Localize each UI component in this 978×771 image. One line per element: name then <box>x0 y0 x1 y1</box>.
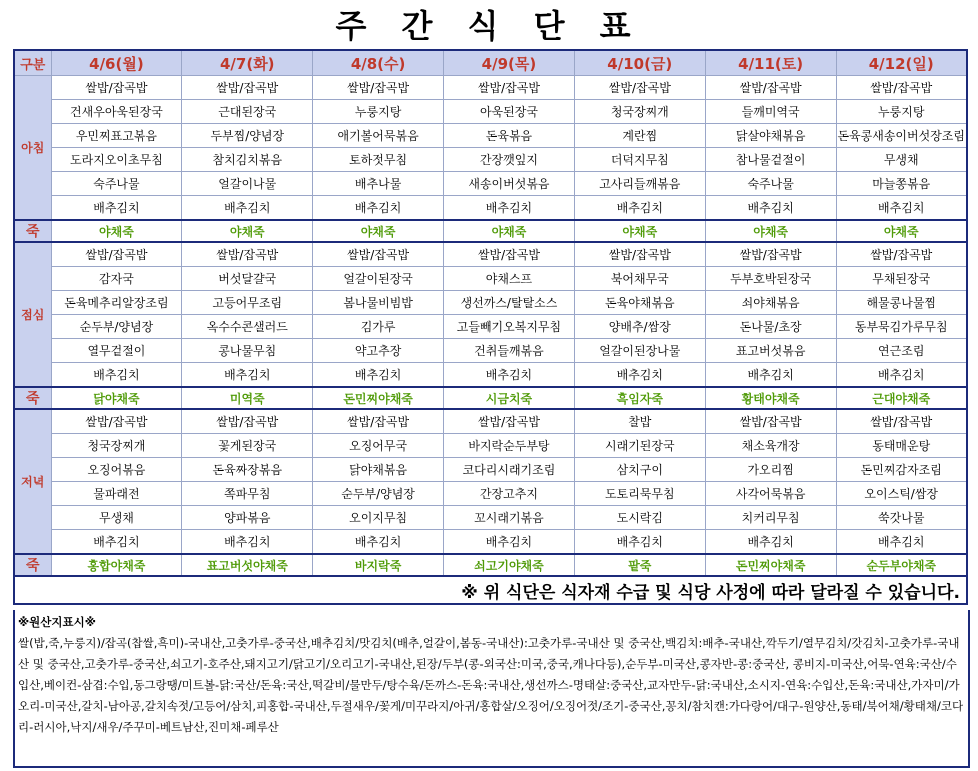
menu-cell: 버섯달걀국 <box>182 267 313 291</box>
origin-text: 쌀(밥,죽,누룽지)/잡곡(찹쌀,흑미)-국내산,고춧가루-중국산,배추김치/맛김치(배추,얼갈이,봄동-국내산):고춧가루-국내산 및 중국산,백김치:배추-국내산,깍두기/열무김치/갓김치-고춧가루-국내산 및 중국산,고춧가루-중국산,쇠고기-호주산,돼지고기/닭고기/오리고기-국내산,된장/두부(콩-외국산:미국,중국,캐나다등),순두부-미국산,콩자반-콩:중국산, 콩비지-미국산,어묵-연육:국산/수입산,베이컨-삼겹:수입,동그랑땡/미트볼-닭:국산/돈육:국산,떡갈비/물만두/탕수육/돈까스-돈육:국내산,생선까스-명태살:중국산,교자만두-닭:국내산,소시지-연육:수입산,돈육:국내산,가자미/가오리-미국산,갈치-남아공,갈치속젓/고등어/삼치,피홍합-국내산,두절새우/꽃게/미꾸라지/아귀/홍합살/오징어/오징어젓/조기-중국산,꽁치/참치캔:가다랑어/대구-원양산,동태/북어채/황태채/코다리-러시아,낙지/새우/주꾸미-베트남산,진미채-페루산 <box>18 636 964 734</box>
menu-cell: 배추김치 <box>574 196 705 221</box>
menu-cell: 감자국 <box>51 267 182 291</box>
menu-cell: 표고버섯볶음 <box>705 339 836 363</box>
menu-cell: 참치김치볶음 <box>182 148 313 172</box>
menu-cell: 바지락순두부탕 <box>444 434 575 458</box>
menu-cell: 배추김치 <box>313 530 444 555</box>
menu-row <box>14 172 967 196</box>
menu-row <box>14 100 967 124</box>
menu-cell: 청국장찌개 <box>574 100 705 124</box>
juk-cell: 미역죽 <box>182 387 313 409</box>
menu-row <box>14 482 967 506</box>
juk-row-lunch <box>14 387 967 409</box>
menu-cell: 근대된장국 <box>182 100 313 124</box>
menu-cell: 도라지오이초무침 <box>51 148 182 172</box>
menu-cell: 누룽지탕 <box>313 100 444 124</box>
juk-cell: 표고버섯야채죽 <box>182 554 313 576</box>
juk-cell: 야채죽 <box>444 220 575 242</box>
juk-label: 죽 <box>14 220 51 242</box>
menu-cell: 쌀밥/잡곡밥 <box>51 242 182 267</box>
menu-cell: 꽃게된장국 <box>182 434 313 458</box>
menu-cell: 쌀밥/잡곡밥 <box>574 76 705 100</box>
juk-cell: 홍합야채죽 <box>51 554 182 576</box>
menu-cell: 배추김치 <box>444 196 575 221</box>
menu-cell: 고들빼기오복지무침 <box>444 315 575 339</box>
menu-cell: 동태매운탕 <box>836 434 967 458</box>
menu-cell: 쪽파무침 <box>182 482 313 506</box>
menu-cell: 오이지무침 <box>313 506 444 530</box>
menu-cell: 쌀밥/잡곡밥 <box>182 409 313 434</box>
juk-cell: 야채죽 <box>574 220 705 242</box>
menu-cell: 배추김치 <box>182 196 313 221</box>
menu-cell: 애기볼어묵볶음 <box>313 124 444 148</box>
menu-cell: 숙주나물 <box>705 172 836 196</box>
menu-cell: 봄나물비빔밥 <box>313 291 444 315</box>
menu-cell: 꼬시래기볶음 <box>444 506 575 530</box>
menu-cell: 얼갈이된장나물 <box>574 339 705 363</box>
menu-cell: 건새우아욱된장국 <box>51 100 182 124</box>
menu-cell: 배추김치 <box>182 363 313 388</box>
page-title: 주 간 식 단 표 <box>335 7 643 45</box>
day-header: 4/9(목) <box>444 50 575 76</box>
menu-cell: 쌀밥/잡곡밥 <box>705 76 836 100</box>
menu-row <box>14 315 967 339</box>
menu-cell: 두부찜/양념장 <box>182 124 313 148</box>
menu-cell: 열무겉절이 <box>51 339 182 363</box>
menu-row <box>14 458 967 482</box>
menu-cell: 쌀밥/잡곡밥 <box>705 242 836 267</box>
menu-cell: 두부호박된장국 <box>705 267 836 291</box>
menu-cell: 배추김치 <box>313 363 444 388</box>
menu-cell: 배추김치 <box>705 196 836 221</box>
menu-row <box>14 434 967 458</box>
juk-cell: 야채죽 <box>182 220 313 242</box>
menu-cell: 배추김치 <box>705 530 836 555</box>
juk-cell: 야채죽 <box>51 220 182 242</box>
menu-cell: 무채된장국 <box>836 267 967 291</box>
day-header: 4/10(금) <box>574 50 705 76</box>
day-header: 4/8(수) <box>313 50 444 76</box>
juk-cell: 닭야채죽 <box>51 387 182 409</box>
menu-cell: 돈육메추리알장조림 <box>51 291 182 315</box>
menu-row <box>14 124 967 148</box>
menu-cell: 얼갈이된장국 <box>313 267 444 291</box>
menu-cell: 배추김치 <box>313 196 444 221</box>
menu-cell: 고등어무조림 <box>182 291 313 315</box>
menu-cell: 숙주나물 <box>51 172 182 196</box>
menu-cell: 배추김치 <box>705 363 836 388</box>
menu-cell: 쑥갓나물 <box>836 506 967 530</box>
day-header-row <box>14 50 967 76</box>
menu-cell: 사각어묵볶음 <box>705 482 836 506</box>
menu-cell: 오징어볶음 <box>51 458 182 482</box>
origin-notice <box>13 610 970 768</box>
menu-cell: 물파래전 <box>51 482 182 506</box>
menu-cell: 도토리묵무침 <box>574 482 705 506</box>
juk-cell: 흑임자죽 <box>574 387 705 409</box>
menu-cell: 무생채 <box>836 148 967 172</box>
menu-cell: 얼갈이나물 <box>182 172 313 196</box>
menu-cell: 삼치구이 <box>574 458 705 482</box>
menu-cell: 쌀밥/잡곡밥 <box>836 409 967 434</box>
menu-cell: 돈육짜장볶음 <box>182 458 313 482</box>
day-header: 4/6(월) <box>51 50 182 76</box>
juk-row-dinner <box>14 554 967 576</box>
juk-cell: 야채죽 <box>705 220 836 242</box>
meal-label-dinner: 저녁 <box>14 409 51 554</box>
menu-cell: 배추김치 <box>51 363 182 388</box>
menu-cell: 배추김치 <box>836 530 967 555</box>
menu-cell: 무생채 <box>51 506 182 530</box>
day-header: 4/7(화) <box>182 50 313 76</box>
menu-cell: 쌀밥/잡곡밥 <box>444 242 575 267</box>
menu-cell: 순두부/양념장 <box>51 315 182 339</box>
juk-cell: 쇠고기야채죽 <box>444 554 575 576</box>
menu-row <box>14 267 967 291</box>
menu-cell: 순두부/양념장 <box>313 482 444 506</box>
menu-cell: 배추김치 <box>574 530 705 555</box>
juk-cell: 순두부야채죽 <box>836 554 967 576</box>
menu-cell: 쌀밥/잡곡밥 <box>182 242 313 267</box>
menu-cell: 계란찜 <box>574 124 705 148</box>
menu-cell: 오이스틱/쌈장 <box>836 482 967 506</box>
menu-row <box>14 409 967 434</box>
menu-row <box>14 76 967 100</box>
menu-cell: 쌀밥/잡곡밥 <box>574 242 705 267</box>
juk-label: 죽 <box>14 554 51 576</box>
menu-table <box>13 49 968 605</box>
menu-cell: 돈민찌감자조림 <box>836 458 967 482</box>
menu-cell: 간장깻잎지 <box>444 148 575 172</box>
menu-cell: 코다리시래기조림 <box>444 458 575 482</box>
menu-cell: 새송이버섯볶음 <box>444 172 575 196</box>
juk-cell: 야채죽 <box>836 220 967 242</box>
menu-row <box>14 148 967 172</box>
menu-cell: 간장고추지 <box>444 482 575 506</box>
meal-label-lunch: 점심 <box>14 242 51 387</box>
menu-cell: 쌀밥/잡곡밥 <box>705 409 836 434</box>
menu-cell: 쌀밥/잡곡밥 <box>444 76 575 100</box>
menu-cell: 양파볶음 <box>182 506 313 530</box>
menu-cell: 누룽지탕 <box>836 100 967 124</box>
juk-cell: 시금치죽 <box>444 387 575 409</box>
day-header: 4/12(일) <box>836 50 967 76</box>
juk-cell: 돈민찌야채죽 <box>313 387 444 409</box>
menu-cell: 쌀밥/잡곡밥 <box>444 409 575 434</box>
menu-row <box>14 242 967 267</box>
menu-cell: 아욱된장국 <box>444 100 575 124</box>
menu-cell: 들깨미역국 <box>705 100 836 124</box>
menu-cell: 쌀밥/잡곡밥 <box>836 76 967 100</box>
juk-cell: 근대야채죽 <box>836 387 967 409</box>
juk-cell: 바지락죽 <box>313 554 444 576</box>
menu-cell: 청국장찌개 <box>51 434 182 458</box>
menu-cell: 쌀밥/잡곡밥 <box>836 242 967 267</box>
menu-cell: 콩나물무침 <box>182 339 313 363</box>
menu-row <box>14 530 967 555</box>
menu-cell: 배추김치 <box>574 363 705 388</box>
menu-row <box>14 506 967 530</box>
menu-cell: 쌀밥/잡곡밥 <box>182 76 313 100</box>
menu-cell: 우민찌표고볶음 <box>51 124 182 148</box>
meal-label-breakfast: 아침 <box>14 76 51 221</box>
menu-cell: 가오리찜 <box>705 458 836 482</box>
menu-cell: 오징어무국 <box>313 434 444 458</box>
menu-cell: 약고추장 <box>313 339 444 363</box>
menu-cell: 더덕지무침 <box>574 148 705 172</box>
origin-heading: ※원산지표시※ <box>18 615 96 629</box>
notice-text: ※ 위 식단은 식자재 수급 및 식당 사정에 따라 달라질 수 있습니다. <box>14 576 967 604</box>
menu-cell: 닭살야채볶음 <box>705 124 836 148</box>
juk-cell: 돈민찌야채죽 <box>705 554 836 576</box>
menu-cell: 배추김치 <box>836 196 967 221</box>
menu-cell: 치커리무침 <box>705 506 836 530</box>
menu-cell: 쌀밥/잡곡밥 <box>51 409 182 434</box>
gubun-header: 구분 <box>14 50 51 76</box>
menu-row <box>14 339 967 363</box>
juk-cell: 황태야채죽 <box>705 387 836 409</box>
menu-cell: 북어채무국 <box>574 267 705 291</box>
menu-cell: 생선까스/탈탈소스 <box>444 291 575 315</box>
menu-cell: 도시락김 <box>574 506 705 530</box>
menu-cell: 옥수수콘샐러드 <box>182 315 313 339</box>
menu-cell: 돈육콩새송이버섯장조림 <box>836 124 967 148</box>
menu-row <box>14 363 967 388</box>
notice-row <box>14 576 967 604</box>
menu-cell: 배추김치 <box>444 363 575 388</box>
menu-cell: 배추김치 <box>836 363 967 388</box>
menu-row <box>14 196 967 221</box>
menu-body <box>14 76 967 605</box>
menu-cell: 김가루 <box>313 315 444 339</box>
menu-row <box>14 291 967 315</box>
menu-cell: 배추김치 <box>182 530 313 555</box>
menu-cell: 배추김치 <box>51 530 182 555</box>
menu-cell: 양배추/쌈장 <box>574 315 705 339</box>
juk-cell: 야채죽 <box>313 220 444 242</box>
menu-cell: 마늘쫑볶음 <box>836 172 967 196</box>
menu-cell: 돈육야채볶음 <box>574 291 705 315</box>
juk-row-breakfast <box>14 220 967 242</box>
menu-cell: 쌀밥/잡곡밥 <box>313 409 444 434</box>
menu-cell: 시래기된장국 <box>574 434 705 458</box>
menu-cell: 쌀밥/잡곡밥 <box>51 76 182 100</box>
menu-cell: 동부묵김가루무침 <box>836 315 967 339</box>
menu-cell: 쌀밥/잡곡밥 <box>313 242 444 267</box>
day-header: 4/11(토) <box>705 50 836 76</box>
menu-cell: 채소육개장 <box>705 434 836 458</box>
menu-cell: 배추김치 <box>444 530 575 555</box>
juk-label: 죽 <box>14 387 51 409</box>
menu-cell: 닭야채볶음 <box>313 458 444 482</box>
menu-cell: 토하젓무침 <box>313 148 444 172</box>
juk-cell: 팥죽 <box>574 554 705 576</box>
menu-cell: 해물콩나물찜 <box>836 291 967 315</box>
menu-cell: 고사리들깨볶음 <box>574 172 705 196</box>
menu-cell: 쌀밥/잡곡밥 <box>313 76 444 100</box>
menu-cell: 배추나물 <box>313 172 444 196</box>
menu-cell: 돈나물/초장 <box>705 315 836 339</box>
menu-cell: 돈육볶음 <box>444 124 575 148</box>
menu-cell: 찰밥 <box>574 409 705 434</box>
menu-cell: 참나물겉절이 <box>705 148 836 172</box>
menu-cell: 건취들깨볶음 <box>444 339 575 363</box>
menu-cell: 배추김치 <box>51 196 182 221</box>
menu-cell: 야채스프 <box>444 267 575 291</box>
menu-cell: 연근조림 <box>836 339 967 363</box>
menu-cell: 쇠야채볶음 <box>705 291 836 315</box>
